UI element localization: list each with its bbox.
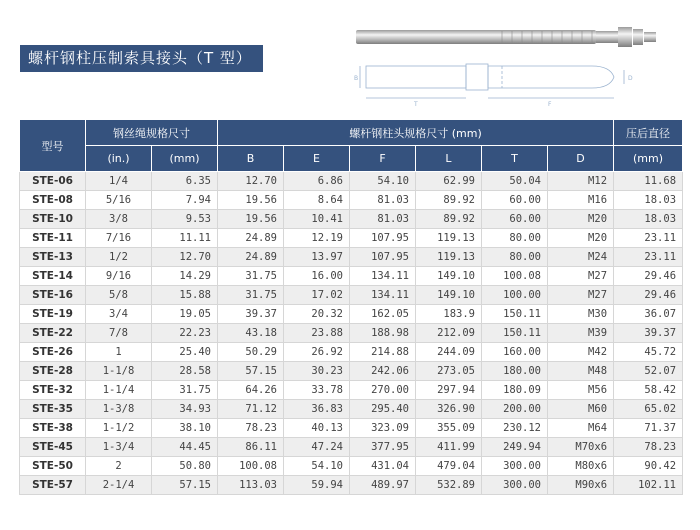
cell-dim-d: M60 [548, 400, 614, 419]
product-illustration [352, 18, 692, 123]
cell-model: STE-06 [20, 172, 86, 191]
cell-size-mm: 14.29 [152, 267, 218, 286]
cell-dim-t: 100.00 [482, 286, 548, 305]
cell-dim-b: 31.75 [218, 286, 284, 305]
cell-size-in: 2-1/4 [86, 476, 152, 495]
cell-dim-l: 119.13 [416, 229, 482, 248]
cell-dim-f: 295.40 [350, 400, 416, 419]
cell-dim-f: 134.11 [350, 267, 416, 286]
cell-dim-d: M27 [548, 267, 614, 286]
table-row [20, 286, 683, 305]
cell-size-mm: 12.70 [152, 248, 218, 267]
cell-size-mm: 44.45 [152, 438, 218, 457]
cell-dim-b: 39.37 [218, 305, 284, 324]
cell-dim-l: 532.89 [416, 476, 482, 495]
cell-dim-l: 62.99 [416, 172, 482, 191]
cell-dim-e: 59.94 [284, 476, 350, 495]
cell-size-mm: 25.40 [152, 343, 218, 362]
cell-dim-e: 8.64 [284, 191, 350, 210]
table-row [20, 248, 683, 267]
cell-dim-t: 60.00 [482, 191, 548, 210]
cell-dim-e: 12.19 [284, 229, 350, 248]
cell-pressed-diameter: 36.07 [614, 305, 683, 324]
cell-dim-t: 300.00 [482, 476, 548, 495]
cell-size-mm: 38.10 [152, 419, 218, 438]
header-row-2 [20, 146, 683, 172]
cell-dim-l: 183.9 [416, 305, 482, 324]
table-row [20, 191, 683, 210]
cell-model: STE-28 [20, 362, 86, 381]
col-header-d: D [548, 146, 614, 172]
cell-size-mm: 34.93 [152, 400, 218, 419]
cell-dim-d: M20 [548, 229, 614, 248]
col-header-mm-pressed: (mm) [614, 146, 683, 172]
cell-dim-e: 23.88 [284, 324, 350, 343]
cell-size-in: 3/8 [86, 210, 152, 229]
cell-dim-d: M20 [548, 210, 614, 229]
cell-dim-l: 244.09 [416, 343, 482, 362]
cell-dim-t: 100.08 [482, 267, 548, 286]
cell-size-mm: 57.15 [152, 476, 218, 495]
cell-model: STE-26 [20, 343, 86, 362]
cell-dim-f: 188.98 [350, 324, 416, 343]
cell-size-mm: 6.35 [152, 172, 218, 191]
cell-pressed-diameter: 71.37 [614, 419, 683, 438]
cell-pressed-diameter: 29.46 [614, 267, 683, 286]
cell-dim-d: M90x6 [548, 476, 614, 495]
cell-dim-e: 13.97 [284, 248, 350, 267]
cell-dim-e: 40.13 [284, 419, 350, 438]
cell-dim-t: 249.94 [482, 438, 548, 457]
cell-dim-t: 160.00 [482, 343, 548, 362]
cell-dim-l: 212.09 [416, 324, 482, 343]
table-row [20, 476, 683, 495]
cell-dim-b: 24.89 [218, 229, 284, 248]
cell-pressed-diameter: 18.03 [614, 210, 683, 229]
table-row [20, 438, 683, 457]
cell-dim-b: 57.15 [218, 362, 284, 381]
cell-size-in: 7/16 [86, 229, 152, 248]
cell-model: STE-32 [20, 381, 86, 400]
cell-pressed-diameter: 23.11 [614, 229, 683, 248]
cell-dim-l: 119.13 [416, 248, 482, 267]
cell-size-in: 5/8 [86, 286, 152, 305]
cell-dim-e: 6.86 [284, 172, 350, 191]
cell-pressed-diameter: 23.11 [614, 248, 683, 267]
cell-dim-l: 479.04 [416, 457, 482, 476]
cell-dim-f: 107.95 [350, 229, 416, 248]
cell-size-in: 9/16 [86, 267, 152, 286]
cell-dim-f: 377.95 [350, 438, 416, 457]
cell-dim-f: 489.97 [350, 476, 416, 495]
cell-size-mm: 22.23 [152, 324, 218, 343]
table-row [20, 381, 683, 400]
cell-dim-b: 86.11 [218, 438, 284, 457]
cell-size-in: 1-3/4 [86, 438, 152, 457]
cell-dim-b: 24.89 [218, 248, 284, 267]
cell-dim-f: 162.05 [350, 305, 416, 324]
cell-pressed-diameter: 18.03 [614, 191, 683, 210]
cell-dim-e: 26.92 [284, 343, 350, 362]
col-header-model: 型号 [20, 120, 86, 172]
cell-dim-d: M48 [548, 362, 614, 381]
cell-dim-d: M24 [548, 248, 614, 267]
cell-dim-b: 100.08 [218, 457, 284, 476]
cell-dim-f: 270.00 [350, 381, 416, 400]
col-header-e: E [284, 146, 350, 172]
cell-size-in: 1-1/2 [86, 419, 152, 438]
cell-dim-f: 107.95 [350, 248, 416, 267]
cell-dim-e: 17.02 [284, 286, 350, 305]
table-row [20, 324, 683, 343]
cell-dim-b: 64.26 [218, 381, 284, 400]
cell-model: STE-57 [20, 476, 86, 495]
cell-pressed-diameter: 58.42 [614, 381, 683, 400]
cell-dim-e: 20.32 [284, 305, 350, 324]
table-row [20, 210, 683, 229]
table-row [20, 400, 683, 419]
dimension-drawing [360, 64, 624, 98]
cell-size-mm: 7.94 [152, 191, 218, 210]
cell-dim-d: M39 [548, 324, 614, 343]
table-row [20, 362, 683, 381]
cell-dim-l: 149.10 [416, 267, 482, 286]
cell-model: STE-10 [20, 210, 86, 229]
cell-model: STE-45 [20, 438, 86, 457]
dim-label-f: F [548, 101, 552, 108]
cell-dim-e: 33.78 [284, 381, 350, 400]
table-row [20, 305, 683, 324]
cell-dim-f: 81.03 [350, 210, 416, 229]
col-header-pressed-diameter: 压后直径 [614, 120, 683, 146]
cell-dim-b: 19.56 [218, 191, 284, 210]
cell-dim-t: 50.04 [482, 172, 548, 191]
table-row [20, 343, 683, 362]
cell-model: STE-16 [20, 286, 86, 305]
cell-size-mm: 50.80 [152, 457, 218, 476]
cell-dim-d: M80x6 [548, 457, 614, 476]
cell-dim-b: 43.18 [218, 324, 284, 343]
cell-size-mm: 15.88 [152, 286, 218, 305]
cell-pressed-diameter: 45.72 [614, 343, 683, 362]
cell-size-in: 1/4 [86, 172, 152, 191]
cell-dim-b: 31.75 [218, 267, 284, 286]
cell-size-in: 3/4 [86, 305, 152, 324]
cell-pressed-diameter: 65.02 [614, 400, 683, 419]
cell-dim-f: 242.06 [350, 362, 416, 381]
cell-size-mm: 31.75 [152, 381, 218, 400]
cell-dim-f: 323.09 [350, 419, 416, 438]
table-row [20, 419, 683, 438]
cell-dim-d: M56 [548, 381, 614, 400]
cell-dim-l: 89.92 [416, 191, 482, 210]
table-row [20, 172, 683, 191]
cell-dim-t: 200.00 [482, 400, 548, 419]
cell-dim-t: 300.00 [482, 457, 548, 476]
cell-dim-f: 214.88 [350, 343, 416, 362]
cell-model: STE-08 [20, 191, 86, 210]
cell-dim-l: 411.99 [416, 438, 482, 457]
stud-photo [356, 27, 656, 47]
cell-dim-t: 180.09 [482, 381, 548, 400]
cell-dim-t: 150.11 [482, 324, 548, 343]
cell-dim-e: 36.83 [284, 400, 350, 419]
cell-pressed-diameter: 52.07 [614, 362, 683, 381]
cell-dim-d: M16 [548, 191, 614, 210]
cell-dim-t: 150.11 [482, 305, 548, 324]
cell-dim-e: 47.24 [284, 438, 350, 457]
cell-size-in: 1-1/4 [86, 381, 152, 400]
col-header-stud-dims: 螺杆钢柱头规格尺寸 (mm) [218, 120, 614, 146]
cell-dim-b: 50.29 [218, 343, 284, 362]
cell-dim-d: M12 [548, 172, 614, 191]
cell-dim-t: 80.00 [482, 229, 548, 248]
cell-dim-d: M64 [548, 419, 614, 438]
col-header-b: B [218, 146, 284, 172]
cell-model: STE-22 [20, 324, 86, 343]
cell-dim-b: 71.12 [218, 400, 284, 419]
col-header-f: F [350, 146, 416, 172]
cell-dim-d: M42 [548, 343, 614, 362]
cell-dim-d: M27 [548, 286, 614, 305]
col-header-t: T [482, 146, 548, 172]
dim-label-b: B [354, 75, 359, 82]
cell-pressed-diameter: 11.68 [614, 172, 683, 191]
cell-size-in: 5/16 [86, 191, 152, 210]
page-title: 螺杆钢柱压制索具接头（T 型） [20, 45, 263, 72]
cell-pressed-diameter: 78.23 [614, 438, 683, 457]
cell-dim-e: 10.41 [284, 210, 350, 229]
dim-label-t: T [414, 101, 418, 108]
cell-dim-b: 78.23 [218, 419, 284, 438]
col-header-mm: (mm) [152, 146, 218, 172]
cell-dim-l: 355.09 [416, 419, 482, 438]
cell-pressed-diameter: 102.11 [614, 476, 683, 495]
spec-table [19, 119, 683, 495]
table-row [20, 229, 683, 248]
header-row-1 [20, 120, 683, 146]
cell-dim-l: 297.94 [416, 381, 482, 400]
cell-model: STE-35 [20, 400, 86, 419]
cell-dim-f: 431.04 [350, 457, 416, 476]
col-header-in: (in.) [86, 146, 152, 172]
cell-dim-t: 230.12 [482, 419, 548, 438]
cell-pressed-diameter: 39.37 [614, 324, 683, 343]
cell-size-in: 1 [86, 343, 152, 362]
cell-dim-l: 89.92 [416, 210, 482, 229]
cell-dim-l: 273.05 [416, 362, 482, 381]
cell-dim-d: M70x6 [548, 438, 614, 457]
cell-size-mm: 9.53 [152, 210, 218, 229]
cell-pressed-diameter: 29.46 [614, 286, 683, 305]
cell-size-in: 7/8 [86, 324, 152, 343]
cell-size-in: 1-1/8 [86, 362, 152, 381]
cell-model: STE-13 [20, 248, 86, 267]
table-row [20, 267, 683, 286]
cell-size-mm: 11.11 [152, 229, 218, 248]
cell-size-in: 1-3/8 [86, 400, 152, 419]
cell-pressed-diameter: 90.42 [614, 457, 683, 476]
cell-model: STE-38 [20, 419, 86, 438]
cell-dim-l: 326.90 [416, 400, 482, 419]
cell-dim-t: 180.00 [482, 362, 548, 381]
cell-model: STE-11 [20, 229, 86, 248]
cell-size-in: 1/2 [86, 248, 152, 267]
cell-dim-d: M30 [548, 305, 614, 324]
cell-dim-f: 134.11 [350, 286, 416, 305]
cell-size-mm: 19.05 [152, 305, 218, 324]
cell-size-in: 2 [86, 457, 152, 476]
cell-dim-b: 12.70 [218, 172, 284, 191]
cell-model: STE-19 [20, 305, 86, 324]
cell-dim-e: 16.00 [284, 267, 350, 286]
table-row [20, 457, 683, 476]
table-body [20, 172, 683, 495]
cell-dim-l: 149.10 [416, 286, 482, 305]
cell-model: STE-50 [20, 457, 86, 476]
cell-dim-f: 54.10 [350, 172, 416, 191]
cell-model: STE-14 [20, 267, 86, 286]
dim-label-d: D [628, 75, 633, 82]
cell-dim-e: 30.23 [284, 362, 350, 381]
cell-dim-t: 60.00 [482, 210, 548, 229]
cell-dim-b: 113.03 [218, 476, 284, 495]
cell-dim-f: 81.03 [350, 191, 416, 210]
col-header-wire-spec: 钢丝绳规格尺寸 [86, 120, 218, 146]
cell-dim-b: 19.56 [218, 210, 284, 229]
cell-dim-t: 80.00 [482, 248, 548, 267]
cell-size-mm: 28.58 [152, 362, 218, 381]
cell-dim-e: 54.10 [284, 457, 350, 476]
col-header-l: L [416, 146, 482, 172]
